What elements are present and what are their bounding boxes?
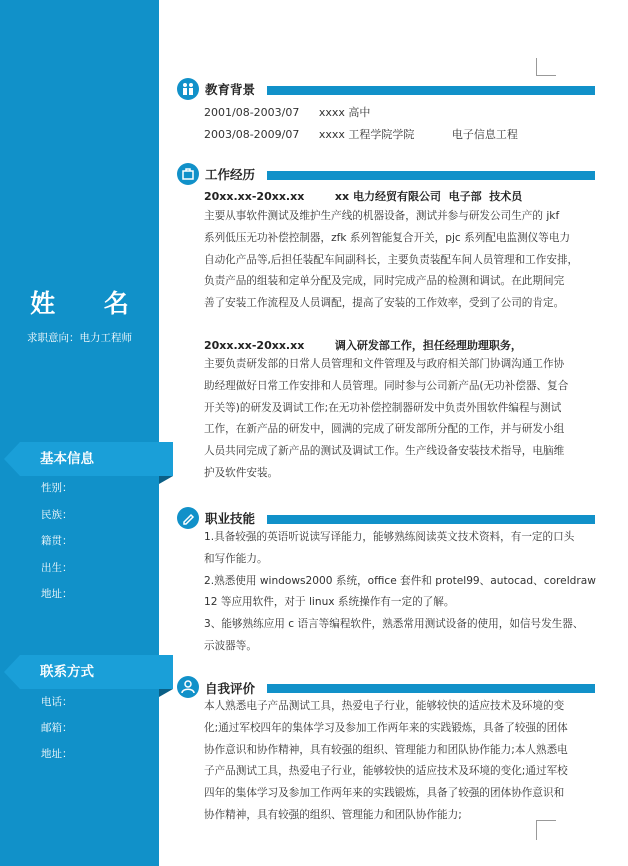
skills-bar [267,515,595,524]
contact-heading: 联系方式 [20,655,173,689]
self-eval-title: 自我评价 [205,681,256,696]
user-icon [177,676,199,698]
candidate-name: 姓 名 [30,289,149,318]
basic-info-hometown: 籍贯： [41,535,73,547]
skills-line: 1.具备较强的英语听说读写译能力，能够熟练阅读英文技术资料，有一定的口头 [204,531,575,543]
education-school: xxxx 工程学院学院 [318,128,415,141]
job2-header: 20xx.xx-20xx.xx 调入研发部工作，担任经理助理职务， [204,339,522,352]
skills-list [204,527,608,658]
job2-line: 工作，在新产品的研发中，圆满的完成了研发部所分配的工作，并与研发小组 [204,423,565,436]
self-eval-bar [267,684,595,693]
basic-info-birth: 出生： [41,562,73,574]
skills-line: 示波器等。 [204,639,257,652]
education-major: 电子信息工程 [451,128,518,141]
basic-info-heading: 基本信息 [20,442,173,476]
self-eval-line: 子产品测试工具，热爱电子行业，能够较快的适应技术及环境的变化;通过军校 [204,765,568,778]
education-row-2 [204,126,518,142]
job-intent: 求职意向：电力工程师 [27,332,132,344]
basic-info-address: 地址： [41,588,73,600]
job1-header: 20xx.xx-20xx.xx xx 电力经贸有限公司 电子部 技术员 [204,190,523,203]
skills-title: 职业技能 [205,511,256,526]
job1-line: 自动化产品等,后担任装配车间副科长，主要负责装配车间人员管理和工作安排， [204,253,579,266]
work-bar [267,171,595,180]
self-eval-line: 本人熟悉电子产品测试工具，热爱电子行业，能够较快的适应技术及环境的变 [204,700,565,712]
job2-description [204,354,608,485]
briefcase-icon [177,163,199,185]
job1-line: 负责产品的组装和定单分配及完成，同时完成产品的检测和调试。在此期间完 [204,275,565,288]
job1-line: 善了安装工作流程及人员调配，提高了安装的工作效率，受到了公司的肯定。 [204,297,565,310]
education-bar [267,86,595,95]
education-title: 教育背景 [205,82,256,97]
contact-email: 邮箱： [41,722,73,734]
people-icon [177,78,199,100]
job2-line: 护及软件安装。 [204,466,279,479]
skills-line: 12 等应用软件，对于 linux 系统操作有一定的了解。 [204,596,455,609]
job1-description [204,206,608,315]
contact-address: 地址： [41,748,73,760]
sidebar [0,0,159,866]
self-eval-text [204,696,608,827]
self-eval-line: 化;通过军校四年的集体学习及参加工作两年来的实践锻炼，具备了较强的团体 [204,721,568,734]
basic-info-gender: 性别： [41,482,73,494]
corner-mark-top [536,58,556,76]
education-row-1 [204,104,370,120]
education-school: xxxx 高中 [318,106,371,119]
education-period: 2001/08-2003/07 [204,106,300,119]
self-eval-line: 协作精神，具有较强的组织、管理能力和团队协作能力; [204,808,462,821]
job2-line: 人员共同完成了新产品的测试及调试工作。生产线设备安装技术指导，电脑维 [204,445,565,458]
work-title: 工作经历 [205,167,256,182]
skills-line: 和写作能力。 [204,552,268,565]
self-eval-line: 协作意识和协作精神，具有较强的组织、管理能力和团队协作能力;本人熟悉电 [204,743,568,756]
skills-line: 3、能够熟练应用 c 语言等编程软件，熟悉常用测试设备的使用，如信号发生器、 [204,618,584,631]
basic-info-ethnicity: 民族： [41,509,73,521]
job1-line: 系列低压无功补偿控制器，zfk 系列智能复合开关，pjc 系列配电监测仪等电力 [204,231,571,244]
pencil-icon [177,507,199,529]
skills-line: 2.熟悉使用 windows2000 系统，office 套件和 protel99、autocad、coreldraw [204,574,596,587]
job2-line: 助经理做好日常工作安排和人员管理。同时参与公司新产品(无功补偿器、复合 [204,379,569,392]
education-period: 2003/08-2009/07 [204,128,300,141]
self-eval-line: 四年的集体学习及参加工作两年来的实践锻炼，具备了较强的团体协作意识和 [204,787,565,800]
job1-line: 主要从事软件测试及维护生产线的机器设备，测试并参与研发公司生产的 jkf [204,210,560,222]
contact-phone: 电话： [41,696,73,708]
job2-line: 主要负责研发部的日常人员管理和文件管理及与政府相关部门协调沟通工作协 [204,358,565,370]
job2-line: 开关等)的研发及调试工作;在无功补偿控制器研发中负责外围软件编程与测试 [204,401,562,414]
